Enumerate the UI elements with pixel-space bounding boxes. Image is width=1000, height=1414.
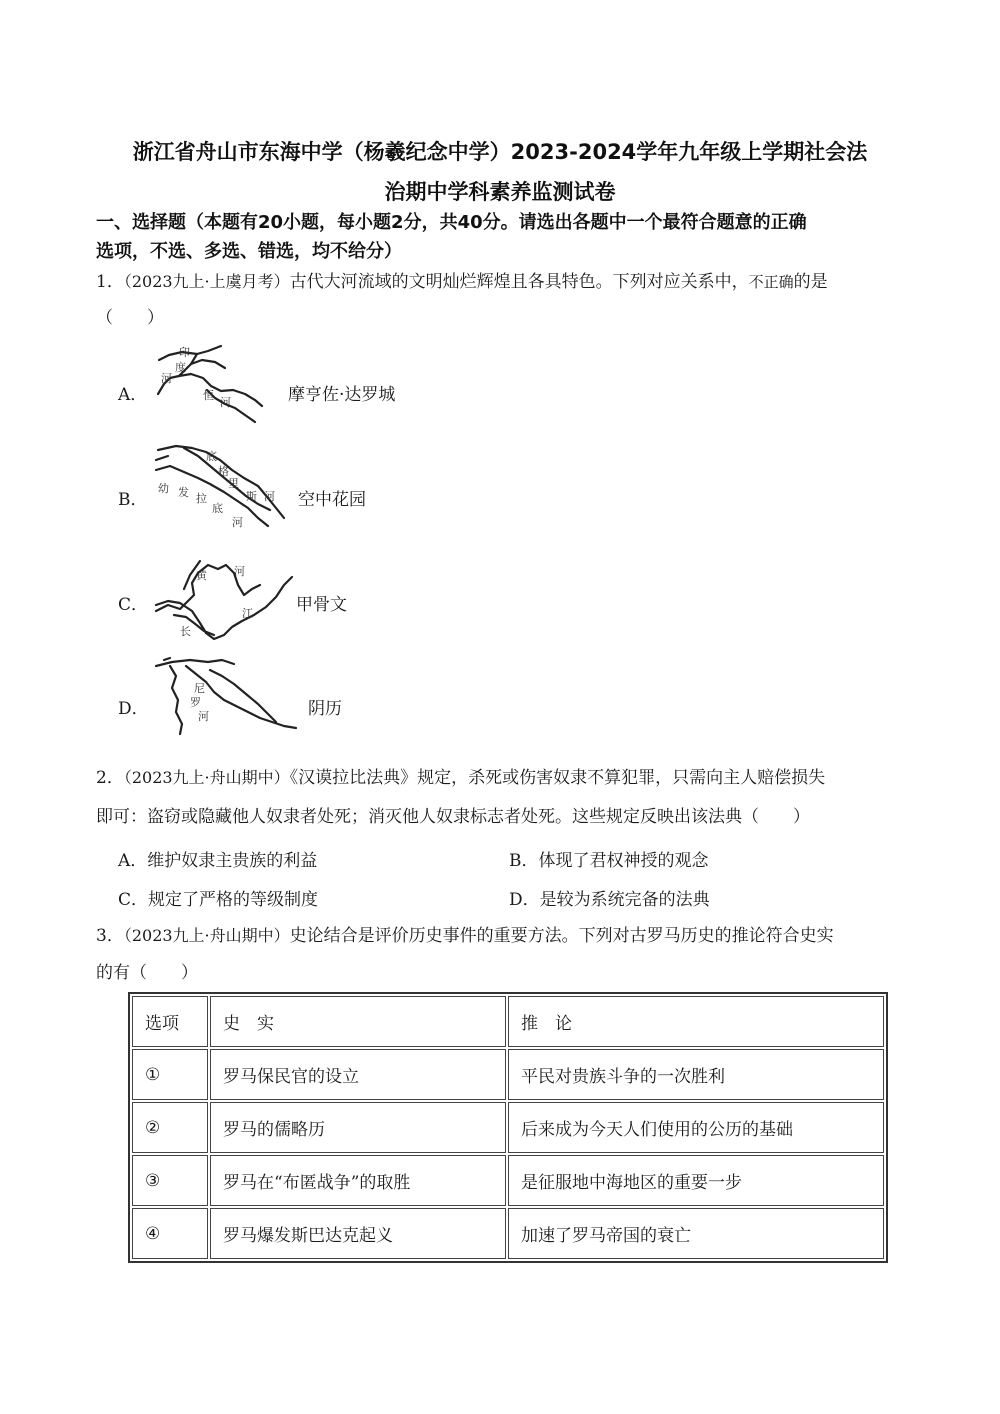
q2-option-c[interactable] <box>118 885 318 910</box>
map-label: 斯 <box>246 490 257 503</box>
map-label: 度 <box>175 361 186 374</box>
map-label: 河 <box>220 396 231 409</box>
option-letter: A． <box>118 851 148 871</box>
question-text-tail: 的是 <box>793 272 828 292</box>
option-text: 维护奴隶主贵族的利益 <box>147 851 318 871</box>
table-cell: ② <box>132 1102 208 1153</box>
option-c-letter[interactable]: C． <box>118 595 149 615</box>
question-1-blank: （ ） <box>96 308 164 328</box>
table-row <box>132 1208 884 1259</box>
map-label: 江 <box>242 607 253 620</box>
question-number: 3． <box>96 926 124 946</box>
table-row <box>132 1049 884 1100</box>
section-header-line1: 一、选择题（本题有20小题，每小题2分，共40分。请选出各题中一个最符合题意的正确 <box>96 212 807 233</box>
question-emphasis: 不正确 <box>748 273 794 291</box>
map-label: 底 <box>212 502 223 515</box>
option-letter: D． <box>509 890 540 910</box>
page-title-line2: 治期中学科素养监测试卷 <box>384 180 616 204</box>
table-cell: 罗马保民官的设立 <box>210 1049 506 1100</box>
table-row <box>132 1155 884 1206</box>
table-cell: 罗马爆发斯巴达克起义 <box>210 1208 506 1259</box>
table-header-row <box>132 996 884 1047</box>
table-row <box>132 1102 884 1153</box>
table-cell: ① <box>132 1049 208 1100</box>
question-2-stem-line1 <box>96 758 906 798</box>
option-a-letter[interactable]: A． <box>118 385 148 405</box>
option-letter: C． <box>118 890 149 910</box>
question-source: （2023九上·舟山期中） <box>123 768 290 787</box>
option-letter: B． <box>509 851 539 871</box>
question-source: （2023九上·上虞月考） <box>123 272 290 291</box>
map-label: 河 <box>232 516 243 529</box>
map-label: 底 <box>206 450 217 463</box>
map-label: 恒 <box>203 389 214 402</box>
map-label: 里 <box>228 477 239 490</box>
map-label: 印 <box>179 346 190 359</box>
map-label: 河 <box>161 372 172 385</box>
option-text: 体现了君权神授的观念 <box>538 851 709 871</box>
question-3-stem-line1 <box>96 916 906 956</box>
map-label: 长 <box>180 625 191 638</box>
option-text: 是较为系统完备的法典 <box>539 890 710 910</box>
table-cell: 罗马在“布匿战争”的取胜 <box>210 1155 506 1206</box>
table-header-cell: 选项 <box>132 996 208 1047</box>
question-text: 史论结合是评价历史事件的重要方法。下列对古罗马历史的推论符合史实 <box>289 926 834 946</box>
question-source: （2023九上·舟山期中） <box>123 926 290 945</box>
table-header-cell: 史 实 <box>210 996 506 1047</box>
question-3-stem-line2: 的有（ ） <box>96 963 198 983</box>
map-label: 尼 <box>194 682 205 695</box>
option-a-river-map <box>145 338 275 428</box>
option-b-river-map <box>150 440 290 532</box>
option-d-answer: 阴历 <box>308 699 342 719</box>
map-label: 格 <box>218 465 229 478</box>
table-header-cell: 推 论 <box>508 996 884 1047</box>
option-text: 规定了严格的等级制度 <box>148 890 319 910</box>
question-number: 2． <box>96 768 124 788</box>
question-text: 《汉谟拉比法典》规定，杀死或伤害奴隶不算犯罪，只需向主人赔偿损失 <box>289 768 826 788</box>
map-label: 拉 <box>196 492 207 505</box>
q2-option-b[interactable] <box>509 846 709 871</box>
option-c-answer: 甲骨文 <box>296 595 347 615</box>
question-1-stem <box>96 262 906 302</box>
section-header-line2: 选项，不选、多选、错选，均不给分） <box>96 241 402 262</box>
q2-option-a[interactable] <box>118 846 317 871</box>
table-cell: ③ <box>132 1155 208 1206</box>
option-b-letter[interactable]: B． <box>118 490 148 510</box>
map-label: 发 <box>178 486 189 499</box>
page-title-line1: 浙江省舟山市东海中学（杨羲纪念中学）2023-2024学年九年级上学期社会法 <box>132 140 868 164</box>
question-number: 1． <box>96 272 124 292</box>
table-cell: 后来成为今天人们使用的公历的基础 <box>508 1102 884 1153</box>
history-reasoning-table <box>128 992 888 1263</box>
map-label: 河 <box>234 565 245 578</box>
map-label: 河 <box>264 490 275 503</box>
table-cell: 加速了罗马帝国的衰亡 <box>508 1208 884 1259</box>
question-text: 古代大河流域的文明灿烂辉煌且各具特色。下列对应关系中， <box>289 272 749 292</box>
map-label: 河 <box>198 710 209 723</box>
map-label: 幼 <box>158 482 169 495</box>
map-label: 罗 <box>190 696 201 709</box>
option-d-letter[interactable]: D． <box>118 699 149 719</box>
table-cell: 平民对贵族斗争的一次胜利 <box>508 1049 884 1100</box>
option-c-river-map <box>148 555 298 643</box>
q2-option-d[interactable] <box>509 885 710 910</box>
map-label: 黄 <box>196 569 207 582</box>
option-b-answer: 空中花园 <box>298 490 366 510</box>
table-cell: ④ <box>132 1208 208 1259</box>
question-2-stem-line2: 即可：盗窃或隐藏他人奴隶者处死；消灭他人奴隶标志者处死。这些规定反映出该法典（ ） <box>96 807 810 827</box>
table-cell: 是征服地中海地区的重要一步 <box>508 1155 884 1206</box>
table-cell: 罗马的儒略历 <box>210 1102 506 1153</box>
option-d-river-map <box>150 654 305 740</box>
option-a-answer: 摩亨佐·达罗城 <box>288 385 396 405</box>
